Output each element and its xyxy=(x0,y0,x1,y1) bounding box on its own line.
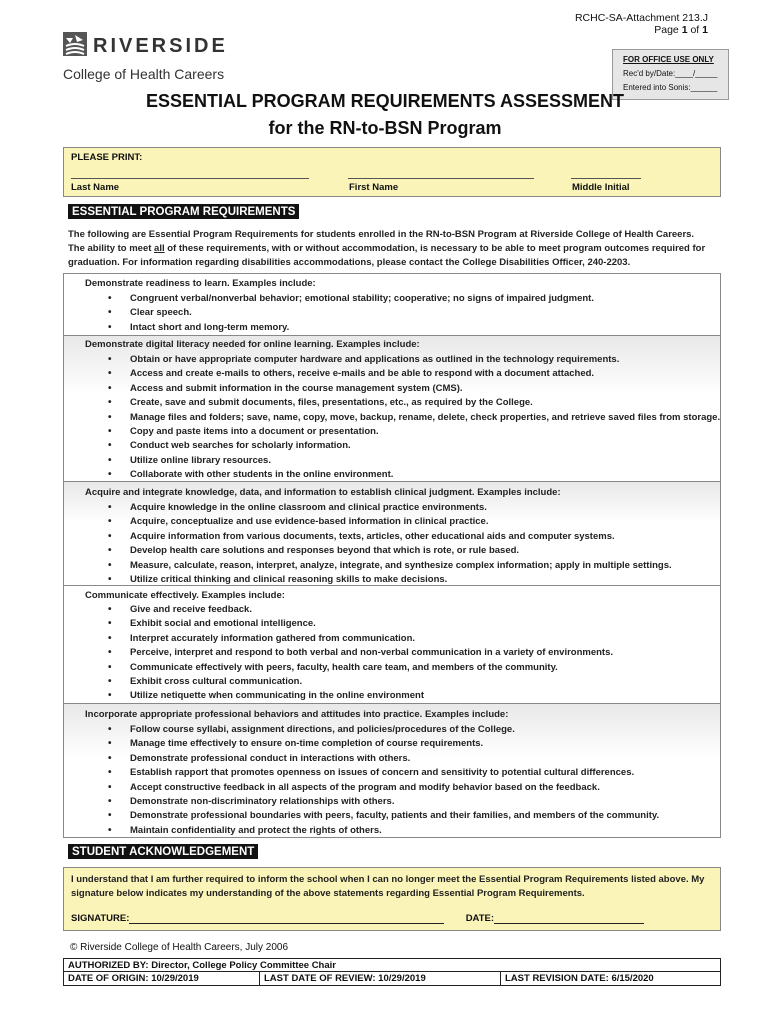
list-item: • Demonstrate non-discriminatory relationships with others. xyxy=(130,795,659,809)
date-field[interactable] xyxy=(494,914,644,924)
date-of-origin: DATE OF ORIGIN: 10/29/2019 xyxy=(64,972,260,985)
list-item: • Demonstrate professional boundaries with peers, faculty, patients and their families, and members of the community. xyxy=(130,809,659,823)
first-name-field[interactable] xyxy=(348,178,534,179)
signature-row xyxy=(71,913,644,924)
document-control-table xyxy=(63,958,721,986)
riverside-logo-icon xyxy=(63,32,87,56)
list-item: • Congruent verbal/nonverbal behavior; emotional stability; cooperative; no signs of impaired judgment. xyxy=(130,292,594,306)
list-item: • Perceive, interpret and respond to both verbal and non-verbal communication in a variety of environments. xyxy=(130,646,613,660)
last-name-field[interactable] xyxy=(71,178,309,179)
office-received-line: Rec'd by/Date:____/_____ xyxy=(623,69,718,78)
list-item: • Exhibit cross cultural communication. xyxy=(130,675,613,689)
middle-initial-label: Middle Initial xyxy=(572,182,630,193)
page-title: ESSENTIAL PROGRAM REQUIREMENTS ASSESSMENT xyxy=(145,91,625,111)
acknowledgement-box xyxy=(63,867,721,931)
authorized-by: AUTHORIZED BY: Director, College Policy Committee Chair xyxy=(64,959,720,972)
requirement-group-readiness xyxy=(63,273,721,336)
requirement-group-communication xyxy=(63,586,721,704)
logo-subtitle: College of Health Careers xyxy=(63,66,225,82)
logo-name: RIVERSIDE xyxy=(93,35,228,57)
requirement-group-title: Incorporate appropriate professional behaviors and attitudes into practice. Examples include: xyxy=(85,709,509,720)
list-item: • Acquire, conceptualize and use evidence-based information in clinical practice. xyxy=(130,515,672,529)
list-item: • Exhibit social and emotional intelligence. xyxy=(130,617,613,631)
page-subtitle: for the RN-to-BSN Program xyxy=(268,118,502,138)
copyright-notice: © Riverside College of Health Careers, July 2006 xyxy=(70,942,289,953)
list-item: • Accept constructive feedback in all aspects of the program and modify behavior based on the feedback. xyxy=(130,781,659,795)
list-item: • Collaborate with other students in the online environment. xyxy=(130,468,720,482)
requirement-list xyxy=(130,603,613,704)
office-entered-line: Entered into Sonis:______ xyxy=(623,83,718,92)
acknowledgement-text: I understand that I am further required to inform the school when I can no longer meet the Essential Program Requirements listed above. My signature below indicates my understanding of the above statements regarding Essential Program Requirements. xyxy=(71,874,705,899)
requirement-group-title: Acquire and integrate knowledge, data, and information to establish clinical judgment. Examples include: xyxy=(85,487,561,498)
list-item: • Utilize online library resources. xyxy=(130,454,720,468)
list-item: • Manage files and folders; save, name, copy, move, backup, rename, delete, check properties, and retrieve saved files from storage. xyxy=(130,411,720,425)
list-item: • Utilize critical thinking and clinical reasoning skills to make decisions. xyxy=(130,573,672,587)
date-label: DATE: xyxy=(465,913,495,924)
list-item: • Manage time effectively to ensure on-time completion of course requirements. xyxy=(130,737,659,751)
list-item: • Create, save and submit documents, files, presentations, etc., as required by the College. xyxy=(130,396,720,410)
last-review-date: LAST DATE OF REVIEW: 10/29/2019 xyxy=(260,972,501,985)
list-item: • Utilize netiquette when communicating in the online environment xyxy=(130,689,613,703)
list-item: • Access and create e-mails to others, receive e-mails and be able to respond with a document attached. xyxy=(130,367,720,381)
signature-field[interactable] xyxy=(129,914,444,924)
list-item: • Measure, calculate, reason, interpret, analyze, integrate, and synthesize complex information; apply in multiple settings. xyxy=(130,559,672,573)
requirement-group-digital-literacy xyxy=(63,336,721,482)
list-item: • Acquire knowledge in the online classroom and clinical practice environments. xyxy=(130,501,672,515)
first-name-label: First Name xyxy=(349,182,399,193)
list-item: • Maintain confidentiality and protect the rights of others. xyxy=(130,824,659,838)
signature-label: SIGNATURE: xyxy=(71,913,130,924)
list-item: • Follow course syllabi, assignment directions, and policies/procedures of the College. xyxy=(130,723,659,737)
list-item: • Demonstrate professional conduct in interactions with others. xyxy=(130,752,659,766)
list-item: • Communicate effectively with peers, faculty, health care team, and members of the community. xyxy=(130,661,613,675)
list-item: • Obtain or have appropriate computer hardware and applications as outlined in the technology requirements. xyxy=(130,353,720,367)
name-entry-box xyxy=(63,147,721,197)
acknowledgement-heading: STUDENT ACKNOWLEDGEMENT xyxy=(68,844,258,859)
requirement-group-professional-behaviors xyxy=(63,704,721,838)
list-item: • Access and submit information in the course management system (CMS). xyxy=(130,382,720,396)
requirements-intro: The following are Essential Program Requirements for students enrolled in the RN-to-BSN Program at Riverside College of Health Careers. The ability to meet all of these requirements, with or without accommodation, is necessary to be able to meet program outcomes required for graduation. For information regarding disabilities accommodations, please contact the College Disabilities Officer, 240-2203. xyxy=(68,229,706,268)
list-item: • Conduct web searches for scholarly information. xyxy=(130,439,720,453)
attachment-info xyxy=(575,12,708,36)
requirement-group-title: Communicate effectively. Examples include: xyxy=(85,590,285,601)
list-item: • Copy and paste items into a document or presentation. xyxy=(130,425,720,439)
document-dates-row xyxy=(64,972,720,985)
requirement-list xyxy=(130,292,594,335)
list-item: • Develop health care solutions and responses beyond that which is rote, or rule based. xyxy=(130,544,672,558)
list-item: • Clear speech. xyxy=(130,306,594,320)
attachment-id: RCHC-SA-Attachment 213.J xyxy=(574,12,708,24)
requirements-heading: ESSENTIAL PROGRAM REQUIREMENTS xyxy=(68,204,299,219)
list-item: • Intact short and long-term memory. xyxy=(130,321,594,335)
requirement-list xyxy=(130,501,672,587)
middle-initial-field[interactable] xyxy=(571,178,641,179)
please-print-label: PLEASE PRINT: xyxy=(71,152,143,163)
requirement-list xyxy=(130,353,720,483)
list-item: • Establish rapport that promotes openness on issues of concern and sensitivity to potential cultural differences. xyxy=(130,766,659,780)
list-item: • Give and receive feedback. xyxy=(130,603,613,617)
requirement-group-clinical-judgment xyxy=(63,482,721,586)
requirement-group-title: Demonstrate digital literacy needed for online learning. Examples include: xyxy=(85,339,420,350)
list-item: • Interpret accurately information gathered from communication. xyxy=(130,632,613,646)
page-indicator: Page 1 of 1 xyxy=(654,24,708,36)
office-use-title: FOR OFFICE USE ONLY xyxy=(623,55,714,64)
requirement-group-title: Demonstrate readiness to learn. Examples include: xyxy=(85,278,316,289)
last-name-label: Last Name xyxy=(71,182,120,193)
last-revision-date: LAST REVISION DATE: 6/15/2020 xyxy=(505,973,654,984)
requirement-list xyxy=(130,723,659,838)
list-item: • Acquire information from various documents, texts, articles, other educational aids and computer systems. xyxy=(130,530,672,544)
